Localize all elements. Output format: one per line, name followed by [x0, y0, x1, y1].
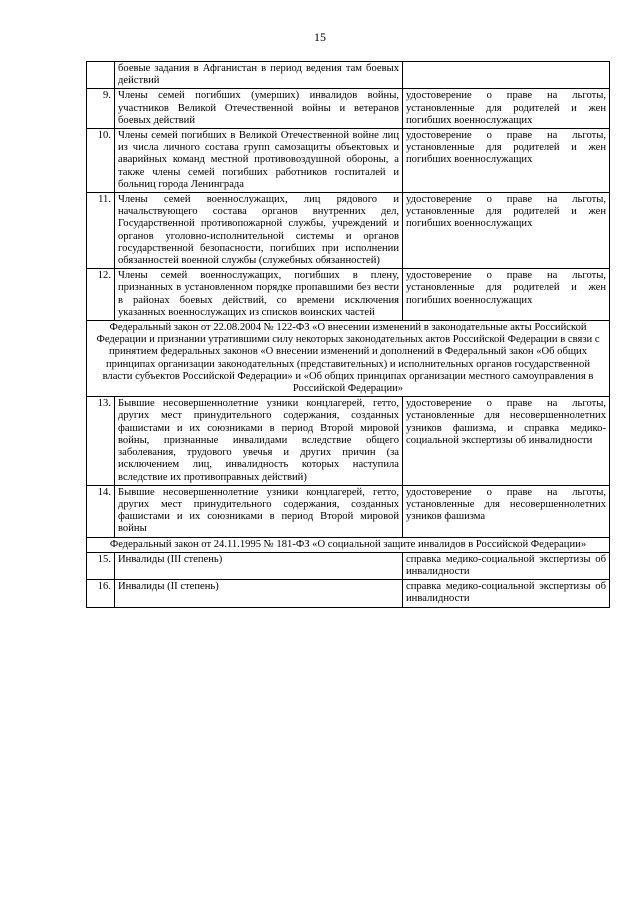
row-number	[87, 62, 115, 89]
row-number: 16.	[87, 580, 115, 607]
benefits-table	[86, 61, 610, 608]
row-number: 10.	[87, 129, 115, 193]
row-number: 9.	[87, 89, 115, 129]
row-number: 15.	[87, 552, 115, 579]
table-row	[87, 485, 610, 537]
law-heading: Федеральный закон от 24.11.1995 № 181-ФЗ «О социальной защите инвалидов в Российской Федерации»	[87, 537, 610, 552]
table-row	[87, 89, 610, 129]
required-document: удостоверение о праве на льготы, установленные для несовершеннолетних узников фашизма, и справка медико-социальной экспертизы об инвалидности	[403, 397, 610, 485]
page-number: 15	[314, 30, 326, 44]
required-document: удостоверение о праве на льготы, установленные для родителей и жен погибших военнослужащих	[403, 89, 610, 129]
law-heading-row	[87, 321, 610, 397]
category-description: Бывшие несовершеннолетние узники концлагерей, гетто, других мест принудительного содержания, созданных фашистами и их союзниками в период Второй мировой войны	[115, 485, 403, 537]
required-document	[403, 62, 610, 89]
required-document: удостоверение о праве на льготы, установленные для несовершеннолетних узников фашизма	[403, 485, 610, 537]
table-row	[87, 129, 610, 193]
category-description: Бывшие несовершеннолетние узники концлагерей, гетто, других мест принудительного содержания, созданных фашистами и их союзниками в период Второй мировой войны, признанные инвалидами вследствие общего заболевания, трудового увечья и других причин (за исключением лиц, инвалидность которых наступила вследствие их противоправных действий)	[115, 397, 403, 485]
law-heading: Федеральный закон от 22.08.2004 № 122-ФЗ «О внесении изменений в законодательные акты Российской Федерации и признании утратившими силу некоторых законодательных актов Российской Федерации в связи с принятием федеральных законов «О внесении изменений и дополнений в Федеральный закон «Об общих принципах организации законодательных (представительных) и исполнительных органов государственной власти субъектов Российской Федерации» и «Об общих принципах организации местного самоуправления в Российской Федерации»	[87, 321, 610, 397]
category-description: боевые задания в Афганистан в период ведения там боевых действий	[115, 62, 403, 89]
category-description: Члены семей погибших в Великой Отечественной войне лиц из числа личного состава групп самозащиты объектовых и аварийных команд местной противовоздушной обороны, а также члены семей погибших работников госпиталей и больниц города Ленинграда	[115, 129, 403, 193]
table-row	[87, 580, 610, 607]
required-document: удостоверение о праве на льготы, установленные для родителей и жен погибших военнослужащих	[403, 193, 610, 269]
category-description: Инвалиды (II степень)	[115, 580, 403, 607]
row-number: 13.	[87, 397, 115, 485]
category-description: Члены семей военнослужащих, лиц рядового и начальствующего состава органов внутренних дел, Государственной противопожарной службы, учреждений и органов уголовно-исполнительной системы и органов государственной безопасности, погибших при исполнении обязанностей военной службы (служебных обязанностей)	[115, 193, 403, 269]
required-document: справка медико-социальной экспертизы об инвалидности	[403, 580, 610, 607]
category-description: Члены семей военнослужащих, погибших в плену, признанных в установленном порядке пропавшими без вести в районах боевых действий, со времени исключения указанных военнослужащих из списков воинских частей	[115, 269, 403, 321]
table-row	[87, 552, 610, 579]
row-number: 11.	[87, 193, 115, 269]
table-row	[87, 62, 610, 89]
required-document: справка медико-социальной экспертизы об инвалидности	[403, 552, 610, 579]
required-document: удостоверение о праве на льготы, установленные для родителей и жен погибших военнослужащих	[403, 129, 610, 193]
row-number: 14.	[87, 485, 115, 537]
table-row	[87, 397, 610, 485]
category-description: Инвалиды (III степень)	[115, 552, 403, 579]
required-document: удостоверение о праве на льготы, установленные для родителей и жен погибших военнослужащих	[403, 269, 610, 321]
row-number: 12.	[87, 269, 115, 321]
table-row	[87, 193, 610, 269]
category-description: Члены семей погибших (умерших) инвалидов войны, участников Великой Отечественной войны и ветеранов боевых действий	[115, 89, 403, 129]
law-heading-row	[87, 537, 610, 552]
table-row	[87, 269, 610, 321]
